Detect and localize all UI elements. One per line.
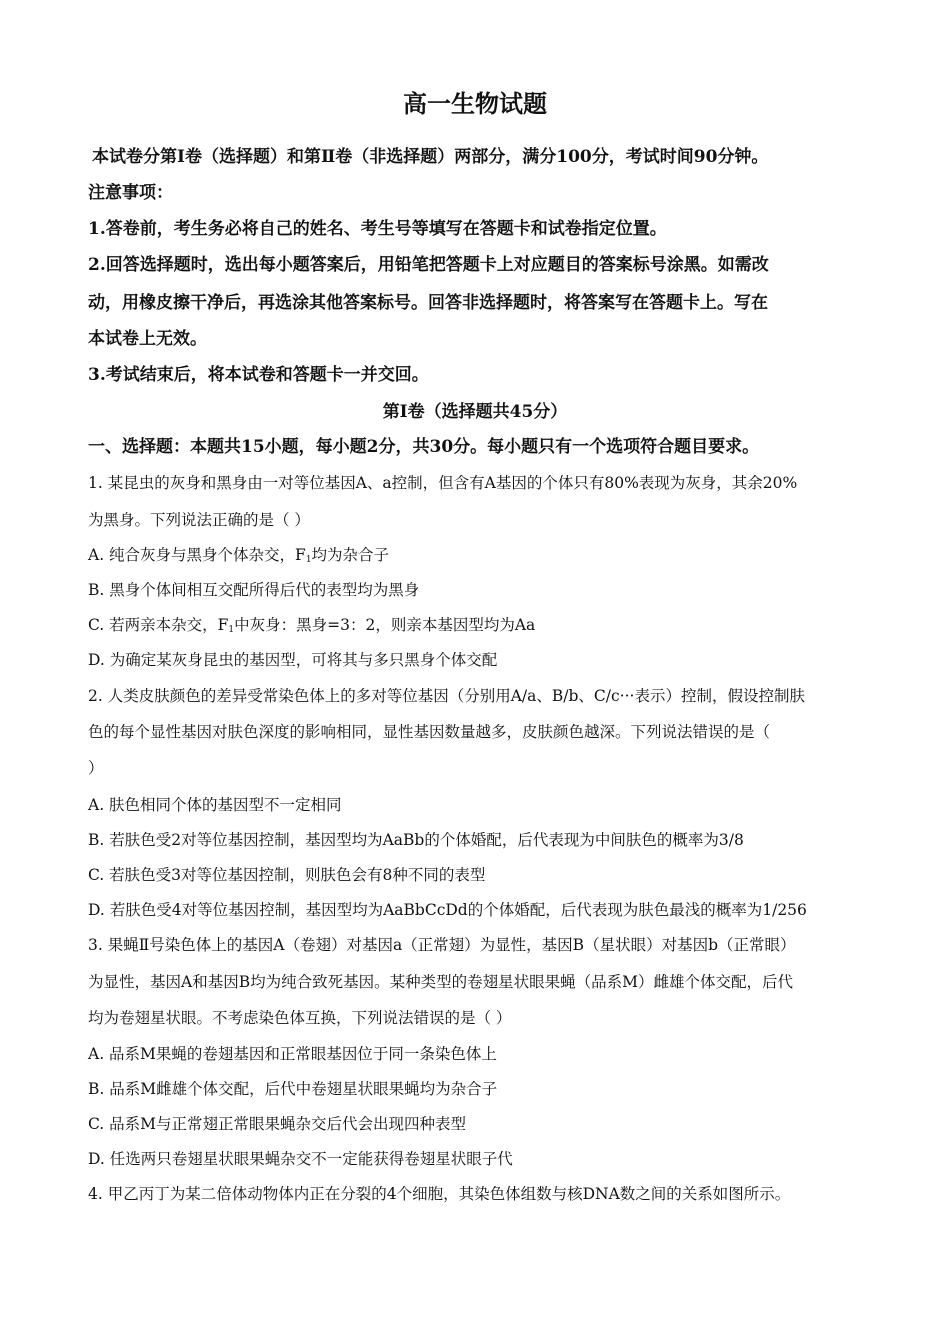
page-title: 高一生物试题 bbox=[403, 89, 547, 118]
q1-stem-line1: 1. 某昆虫的灰身和黑身由一对等位基因A、a控制，但含有A基因的个体只有80%表现为灰身，其余20% bbox=[88, 474, 798, 492]
notes-heading: 注意事项： bbox=[88, 183, 173, 203]
q1-option-c bbox=[88, 613, 878, 635]
q1-stem-line2: 为黑身。下列说法正确的是（ ） bbox=[88, 511, 310, 529]
note-1: 1.答卷前，考生务必将自己的姓名、考生号等填写在答题卡和试卷指定位置。 bbox=[88, 219, 667, 239]
q2-stem-line1: 2. 人类皮肤颜色的差异受常染色体上的多对等位基因（分别用A/a、B/b、C/c···表示）控制，假设控制肤 bbox=[88, 687, 805, 705]
q1-option-c-rest: 中灰身：黑身=3：2，则亲本基因型均为Aa bbox=[234, 616, 536, 634]
q1-option-c-text: C. 若两亲本杂交，F bbox=[88, 616, 229, 634]
q3-stem-line2: 为显性，基因A和基因B均为纯合致死基因。某种类型的卷翅星状眼果蝇（品系M）雌雄个体交配，后代 bbox=[88, 973, 793, 991]
note-3: 3.考试结束后，将本试卷和答题卡一并交回。 bbox=[88, 365, 429, 385]
q1-option-b: B. 黑身个体间相互交配所得后代的表型均为黑身 bbox=[88, 581, 420, 599]
note-2-cont: 动，用橡皮擦干净后，再选涂其他答案标号。回答非选择题时，将答案写在答题卡上。写在 bbox=[88, 293, 768, 313]
intro-text: 本试卷分第Ⅰ卷（选择题）和第Ⅱ卷（非选择题）两部分，满分100分，考试时间90分钟。 bbox=[92, 147, 769, 167]
q3-option-d: D. 任选两只卷翅星状眼果蝇杂交不一定能获得卷翅星状眼子代 bbox=[88, 1150, 513, 1168]
q3-stem-line3: 均为卷翅星状眼。不考虑染色体互换，下列说法错误的是（ ） bbox=[88, 1009, 512, 1027]
q3-option-c: C. 品系M与正常翅正常眼果蝇杂交后代会出现四种表型 bbox=[88, 1115, 467, 1133]
q1-option-a-sub: 1 bbox=[305, 555, 312, 565]
q1-option-a bbox=[88, 543, 878, 565]
q3-option-a: A. 品系M果蝇的卷翅基因和正常眼基因位于同一条染色体上 bbox=[88, 1045, 497, 1063]
note-2: 2.回答选择题时，选出每小题答案后，用铅笔把答题卡上对应题目的答案标号涂黑。如需改 bbox=[88, 255, 769, 275]
q2-stem-line2: 色的每个显性基因对肤色深度的影响相同，显性基因数量越多，皮肤颜色越深。下列说法错误的是（ bbox=[88, 723, 771, 741]
q2-option-b: B. 若肤色受2对等位基因控制，基因型均为AaBb的个体婚配，后代表现为中间肤色的概率为3/8 bbox=[88, 831, 744, 849]
q1-option-a-text: A. 纯合灰身与黑身个体杂交，F bbox=[88, 546, 306, 564]
q2-option-a: A. 肤色相同个体的基因型不一定相同 bbox=[88, 796, 342, 814]
q2-option-d: D. 若肤色受4对等位基因控制，基因型均为AaBbCcDd的个体婚配，后代表现为肤色最浅的概率为1/256 bbox=[88, 901, 807, 919]
q1-option-a-rest: 均为杂合子 bbox=[311, 546, 390, 564]
q2-stem-line3: ） bbox=[88, 759, 104, 777]
note-2-end: 本试卷上无效。 bbox=[88, 329, 207, 349]
q3-stem-line1: 3. 果蝇Ⅱ号染色体上的基因A（卷翅）对基因a（正常翅）为显性，基因B（星状眼）对基因b（正常眼） bbox=[88, 936, 796, 954]
section-title: 一、选择题：本题共15小题，每小题2分，共30分。每小题只有一个选项符合题目要求。 bbox=[88, 437, 760, 457]
part-title: 第Ⅰ卷（选择题共45分） bbox=[382, 402, 568, 422]
q1-option-d: D. 为确定某灰身昆虫的基因型，可将其与多只黑身个体交配 bbox=[88, 651, 498, 669]
q1-option-c-sub: 1 bbox=[228, 625, 235, 635]
q2-option-c: C. 若肤色受3对等位基因控制，则肤色会有8种不同的表型 bbox=[88, 866, 486, 884]
q4-stem-line1: 4. 甲乙丙丁为某二倍体动物体内正在分裂的4个细胞，其染色体组数与核DNA数之间的关系如图所示。 bbox=[88, 1185, 791, 1203]
q3-option-b: B. 品系M雌雄个体交配，后代中卷翅星状眼果蝇均为杂合子 bbox=[88, 1080, 498, 1098]
